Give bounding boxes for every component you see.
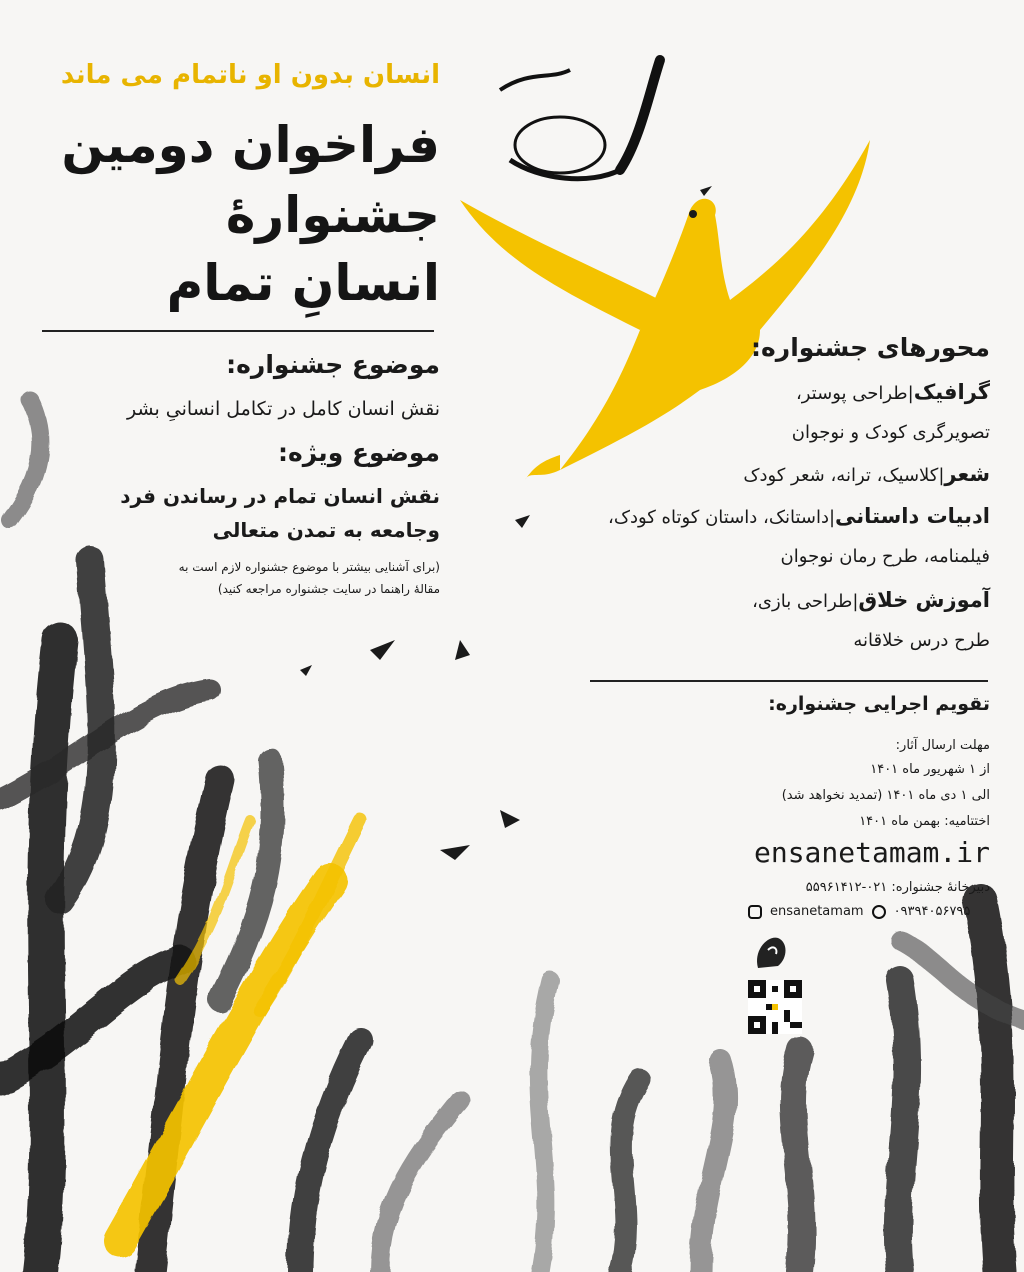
- axis-category: شعر: [944, 462, 990, 486]
- divider-left: [42, 330, 434, 332]
- axis-category: ادبیات داستانی: [835, 504, 990, 528]
- axis-line: [570, 546, 990, 567]
- axis-line: [570, 630, 990, 651]
- axis-detail: |کلاسیک، ترانه، شعر کودک: [743, 465, 945, 486]
- special-topic-text-1: نقش انسان تمام در رساندن فرد: [120, 484, 440, 508]
- axis-category: آموزش خلاق: [858, 588, 990, 612]
- axis-line: [570, 588, 990, 612]
- calendar-line: اختتامیه: بهمن ماه ۱۴۰۱: [859, 814, 990, 829]
- axis-line: [570, 504, 990, 528]
- axis-line: [570, 380, 990, 404]
- axis-detail: طرح درس خلاقانه: [853, 630, 990, 651]
- tagline: انسان بدون او ناتمام می ماند: [60, 60, 440, 90]
- headline-line-3: انسانِ تمام: [166, 254, 440, 312]
- topic-text: نقش انسان کامل در تکامل انسانیِ بشر: [127, 398, 440, 420]
- whatsapp-number[interactable]: ۰۹۳۹۴۰۵۶۷۹۵: [893, 904, 971, 919]
- axis-category: گرافیک: [913, 380, 990, 404]
- festival-logo-calligraphy: [470, 50, 690, 190]
- divider-right: [590, 680, 988, 682]
- secretariat-phone: دبیرخانۀ جشنواره: ۰۲۱-۵۵۹۶۱۴۱۲: [805, 880, 990, 895]
- calendar-line: از ۱ شهریور ماه ۱۴۰۱: [870, 762, 990, 777]
- social-row: [748, 904, 988, 919]
- headline-line-1: فراخوان دومین: [61, 116, 440, 174]
- festival-logo: [470, 50, 690, 194]
- axis-line: [570, 462, 990, 486]
- calendar-line: الی ۱ دی ماه ۱۴۰۱ (تمدید نخواهد شد): [781, 788, 990, 803]
- special-topic-title: موضوع ویژه:: [278, 438, 440, 467]
- whatsapp-icon: [872, 905, 886, 919]
- organizer-emblem: [748, 930, 798, 972]
- note-line-2: مقالۀ راهنما در سایت جشنواره مراجعه کنید): [217, 582, 440, 596]
- axes-title: محورهای جشنواره:: [751, 333, 990, 362]
- topic-title: موضوع جشنواره:: [226, 350, 440, 379]
- calendar-line: مهلت ارسال آثار:: [895, 738, 990, 753]
- headline-line-2: جشنوارۀ: [225, 186, 440, 244]
- axis-detail: |طراحی بازی،: [752, 591, 859, 612]
- instagram-icon: [748, 905, 762, 919]
- axis-detail: فیلمنامه، طرح رمان نوجوان: [780, 546, 990, 567]
- axis-detail: |داستانک، داستان کوتاه کودک،: [608, 507, 836, 528]
- axis-line: [570, 422, 990, 443]
- note-line-1: (برای آشنایی بیشتر با موضوع جشنواره لازم است به: [178, 560, 440, 574]
- qr-code[interactable]: [748, 980, 802, 1034]
- website-link[interactable]: ensanetamam.ir: [753, 836, 990, 869]
- axis-detail: تصویرگری کودک و نوجوان: [791, 422, 990, 443]
- calendar-title: تقویم اجرایی جشنواره:: [768, 693, 990, 715]
- instagram-handle[interactable]: ensanetamam: [770, 904, 864, 919]
- special-topic-text-2: وجامعه به تمدن متعالی: [212, 518, 440, 542]
- axis-detail: |طراحی پوستر،: [795, 383, 914, 404]
